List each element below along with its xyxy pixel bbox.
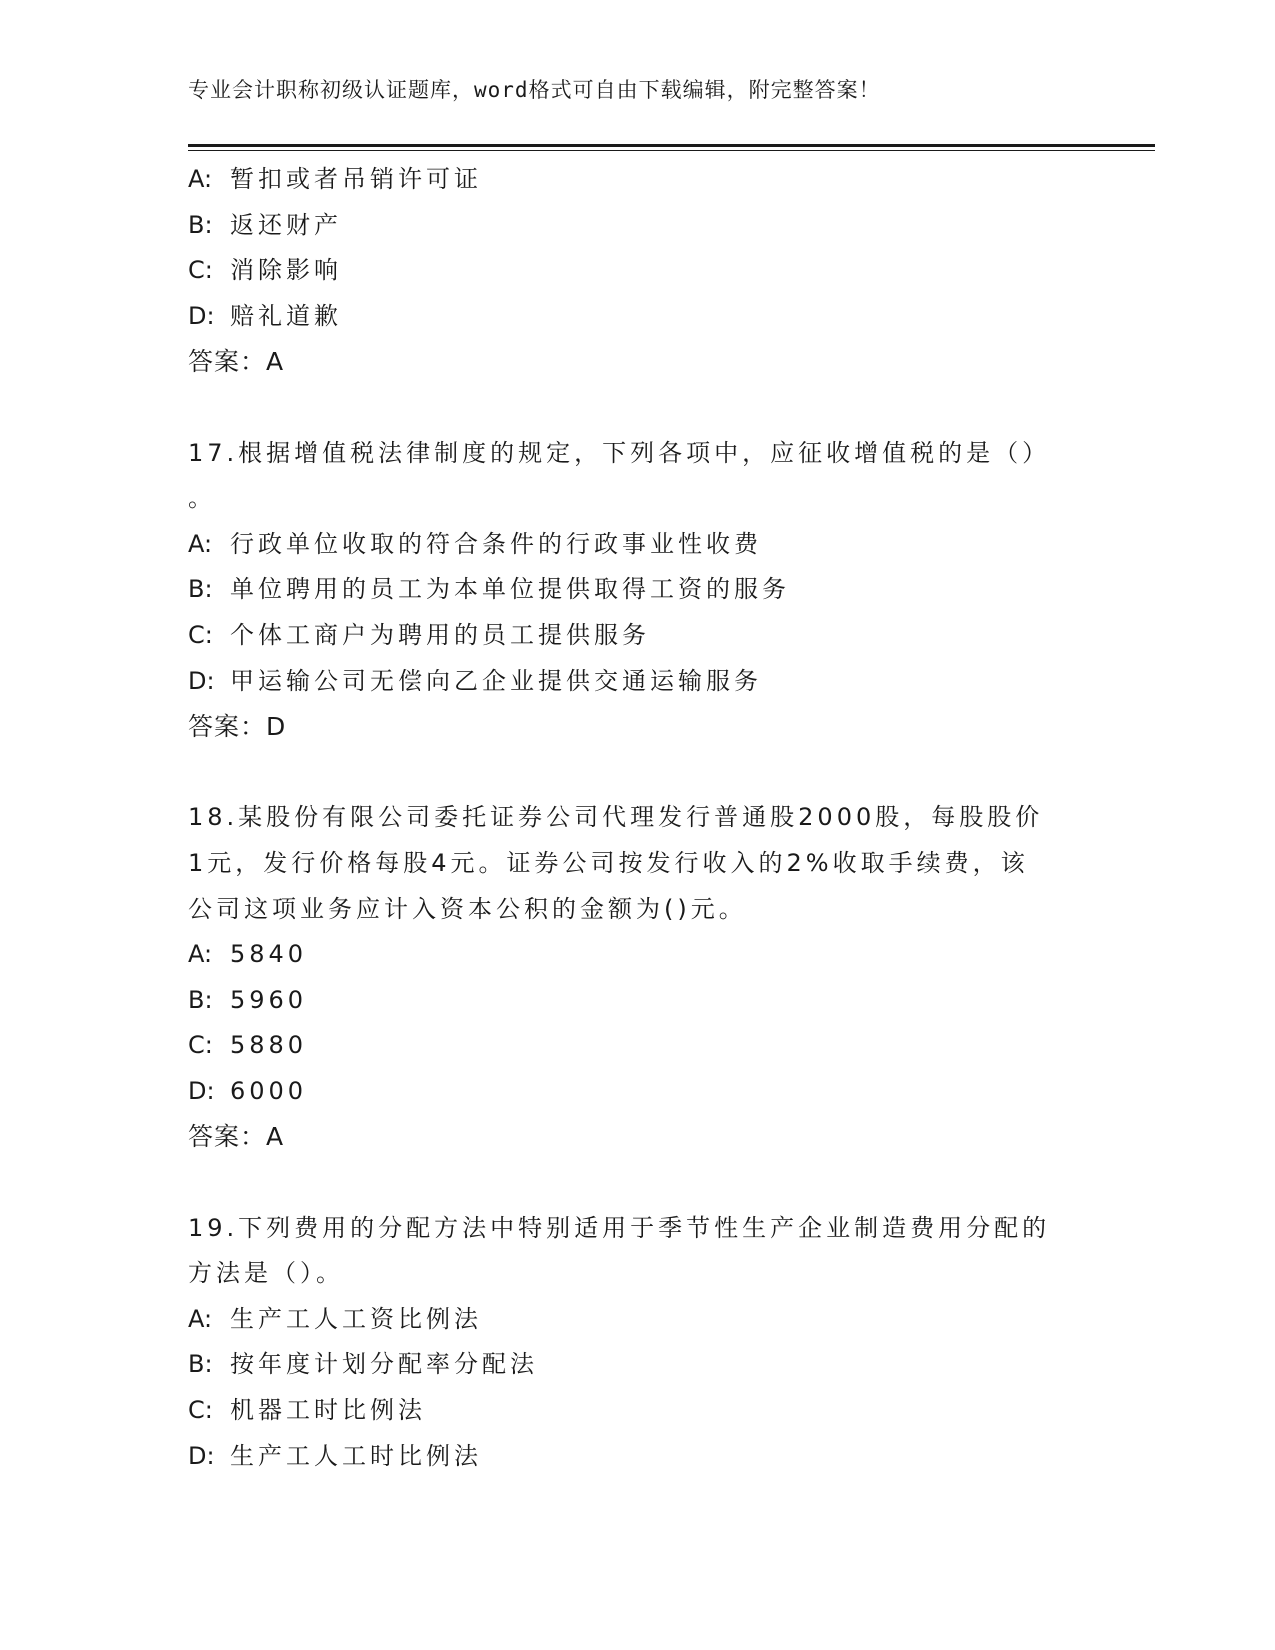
option-b: B: 5960 [188,985,308,1014]
option-a: A: 5840 [188,940,308,969]
spacer [188,750,1088,796]
question-stem-cont: 公司这项业务应计入资本公积的金额为()元。 [188,894,747,923]
option-b: B: 单位聘用的员工为本单位提供取得工资的服务 [188,575,790,604]
option-a: A: 暂扣或者吊销许可证 [188,165,482,193]
option-d: D: 6000 [188,1076,308,1105]
question-stem: 19.下列费用的分配方法中特别适用于季节性生产企业制造费用分配的 [188,1213,1051,1242]
answer-line: 答案：A [188,1122,285,1152]
header-rule-thin [188,150,1155,151]
answer-line: 答案：D [188,712,287,742]
option-d: D: 生产工人工时比例法 [188,1441,482,1470]
answer-line: 答案：A [188,347,285,377]
question-17 [188,431,1088,750]
option-b: B: 返还财产 [188,210,342,239]
question-stem: 17.根据增值税法律制度的规定，下列各项中，应征收增值税的是（） [188,438,1051,467]
option-d: D: 甲运输公司无偿向乙企业提供交通运输服务 [188,666,762,695]
option-a: A: 行政单位收取的符合条件的行政事业性收费 [188,529,762,558]
question-content [188,157,1088,1479]
spacer [188,385,1088,431]
question-16-options [188,157,1088,385]
page-header: 专业会计职称初级认证题库，word格式可自由下载编辑，附完整答案！ [188,78,881,102]
option-c: C: 5880 [188,1031,308,1060]
option-c: C: 个体工商户为聘用的员工提供服务 [188,620,650,649]
question-19 [188,1206,1088,1480]
question-stem-cont: 。 [188,484,216,513]
option-c: C: 消除影响 [188,256,342,285]
option-b: B: 按年度计划分配率分配法 [188,1350,538,1379]
option-a: A: 生产工人工资比例法 [188,1304,482,1333]
question-18 [188,795,1088,1160]
question-stem-cont: 方法是（）。 [188,1259,344,1288]
option-c: C: 机器工时比例法 [188,1396,426,1425]
question-stem: 18.某股份有限公司委托证券公司代理发行普通股2000股，每股股价 [188,803,1044,832]
spacer [188,1160,1088,1206]
question-stem-cont: 1元，发行价格每股4元。证券公司按发行收入的2%收取手续费，该 [188,848,1029,877]
header-rule-thick [188,144,1155,147]
option-d: D: 赔礼道歉 [188,301,342,330]
